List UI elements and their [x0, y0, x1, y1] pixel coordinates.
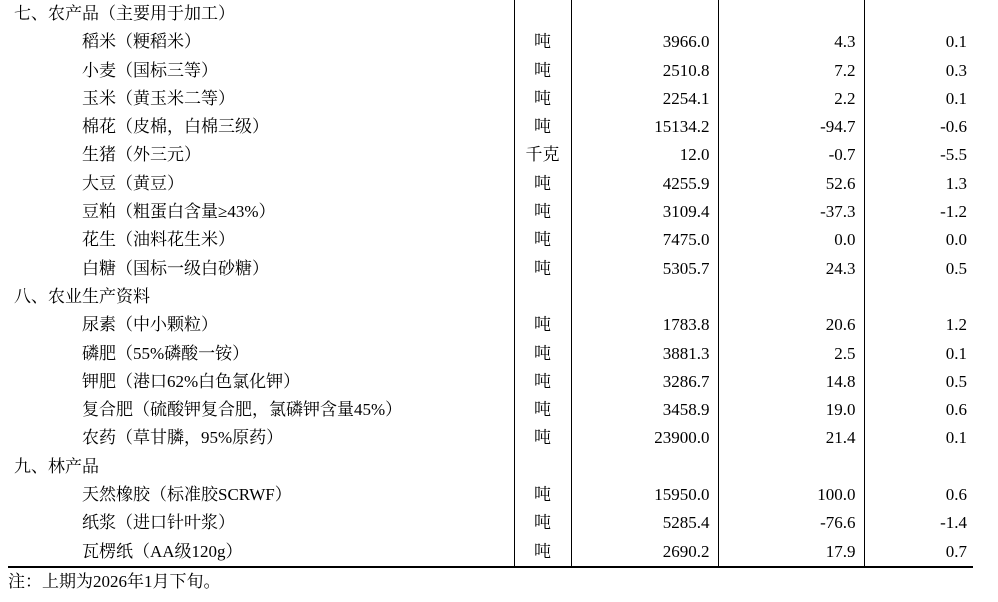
change-cell: 7.2 [718, 57, 864, 85]
change-cell [718, 283, 864, 311]
table-row [8, 198, 973, 226]
product-name: 大豆（黄豆） [82, 173, 184, 193]
table-row [8, 311, 973, 339]
section-header-row [8, 453, 973, 481]
pct-cell: 0.3 [864, 57, 973, 85]
price-cell: 5305.7 [571, 255, 718, 283]
product-name: 尿素（中小颗粒） [82, 315, 218, 335]
change-cell: 21.4 [718, 424, 864, 452]
product-name: 花生（油料花生米） [82, 230, 235, 250]
product-name: 天然橡胶（标准胶SCRWF） [82, 485, 292, 505]
table-row [8, 424, 973, 452]
pct-cell: 0.5 [864, 368, 973, 396]
pct-cell: 0.0 [864, 226, 973, 254]
unit-cell: 吨 [514, 311, 571, 339]
pct-cell: -1.4 [864, 509, 973, 537]
product-name: 纸浆（进口针叶浆） [82, 513, 235, 533]
change-cell: 17.9 [718, 538, 864, 567]
change-cell: 2.5 [718, 340, 864, 368]
unit-cell: 吨 [514, 255, 571, 283]
price-table [8, 0, 973, 568]
change-cell: 2.2 [718, 85, 864, 113]
pct-cell: 1.2 [864, 311, 973, 339]
product-name: 钾肥（港口62%白色氯化钾） [82, 371, 301, 391]
section-title: 七、农产品（主要用于加工） [14, 4, 235, 23]
table-row [8, 85, 973, 113]
unit-cell [514, 0, 571, 28]
table-row [8, 255, 973, 283]
unit-cell: 吨 [514, 226, 571, 254]
product-name: 瓦楞纸（AA级120g） [8, 538, 514, 567]
table-row [8, 509, 973, 537]
table-row [8, 57, 973, 85]
pct-cell: 0.1 [864, 424, 973, 452]
price-cell: 7475.0 [571, 226, 718, 254]
price-cell: 1783.8 [571, 311, 718, 339]
unit-cell [514, 283, 571, 311]
table-row [8, 28, 973, 56]
product-name: 棉花（皮棉，白棉三级） [82, 117, 269, 137]
price-cell: 3286.7 [571, 368, 718, 396]
product-name: 小麦（国标三等） [82, 60, 218, 80]
pct-cell [864, 0, 973, 28]
price-cell: 3109.4 [571, 198, 718, 226]
pct-cell: 0.1 [864, 85, 973, 113]
price-cell: 15134.2 [571, 113, 718, 141]
table-row [8, 141, 973, 169]
pct-cell: 0.6 [864, 481, 973, 509]
change-cell: -37.3 [718, 198, 864, 226]
pct-cell: -5.5 [864, 141, 973, 169]
section-header-row [8, 0, 973, 28]
table-row [8, 226, 973, 254]
pct-cell [864, 453, 973, 481]
price-cell [571, 0, 718, 28]
price-cell: 2690.2 [571, 538, 718, 567]
section-header-row [8, 283, 973, 311]
product-name: 生猪（外三元） [82, 145, 201, 165]
unit-cell: 吨 [514, 538, 571, 567]
change-cell: 52.6 [718, 170, 864, 198]
pct-cell: 0.1 [864, 340, 973, 368]
table-row [8, 368, 973, 396]
price-cell: 15950.0 [571, 481, 718, 509]
change-cell: 19.0 [718, 396, 864, 424]
unit-cell: 吨 [514, 368, 571, 396]
unit-cell: 吨 [514, 113, 571, 141]
price-cell: 2254.1 [571, 85, 718, 113]
pct-cell: 0.1 [864, 28, 973, 56]
pct-cell: 0.7 [864, 538, 973, 567]
pct-cell [864, 283, 973, 311]
price-cell: 12.0 [571, 141, 718, 169]
product-name: 玉米（黄玉米二等） [82, 88, 235, 108]
unit-cell: 吨 [514, 198, 571, 226]
price-cell: 23900.0 [571, 424, 718, 452]
table-row [8, 481, 973, 509]
unit-cell: 吨 [514, 481, 571, 509]
product-name: 复合肥（硫酸钾复合肥，氯磷钾含量45%） [82, 400, 403, 420]
price-cell: 3966.0 [571, 28, 718, 56]
change-cell [718, 453, 864, 481]
price-cell: 2510.8 [571, 57, 718, 85]
pct-cell: -1.2 [864, 198, 973, 226]
change-cell [718, 0, 864, 28]
price-cell: 4255.9 [571, 170, 718, 198]
pct-cell: 0.6 [864, 396, 973, 424]
product-name: 农药（草甘膦，95%原药） [82, 428, 284, 448]
change-cell: 24.3 [718, 255, 864, 283]
price-cell: 3881.3 [571, 340, 718, 368]
change-cell: 14.8 [718, 368, 864, 396]
change-cell: -76.6 [718, 509, 864, 537]
unit-cell [514, 453, 571, 481]
unit-cell: 吨 [514, 170, 571, 198]
table-row [8, 113, 973, 141]
change-cell: -94.7 [718, 113, 864, 141]
price-cell [571, 453, 718, 481]
product-name: 豆粕（粗蛋白含量≥43%） [82, 202, 276, 222]
table-row [8, 396, 973, 424]
section-title: 九、林产品 [14, 456, 99, 476]
price-cell: 3458.9 [571, 396, 718, 424]
product-name: 稻米（粳稻米） [82, 32, 201, 52]
pct-cell: 1.3 [864, 170, 973, 198]
table-row [8, 340, 973, 368]
price-cell [571, 283, 718, 311]
change-cell: 20.6 [718, 311, 864, 339]
unit-cell: 吨 [514, 57, 571, 85]
unit-cell: 千克 [514, 141, 571, 169]
change-cell: 0.0 [718, 226, 864, 254]
change-cell: 4.3 [718, 28, 864, 56]
unit-cell: 吨 [514, 396, 571, 424]
unit-cell: 吨 [514, 28, 571, 56]
unit-cell: 吨 [514, 509, 571, 537]
table-row [8, 170, 973, 198]
change-cell: -0.7 [718, 141, 864, 169]
unit-cell: 吨 [514, 85, 571, 113]
table-row [8, 538, 973, 567]
product-name: 白糖（国标一级白砂糖） [82, 258, 269, 278]
section-title: 八、农业生产资料 [14, 286, 150, 306]
unit-cell: 吨 [514, 340, 571, 368]
pct-cell: -0.6 [864, 113, 973, 141]
product-name: 磷肥（55%磷酸一铵） [82, 343, 250, 363]
unit-cell: 吨 [514, 424, 571, 452]
footnote: 注：上期为2026年1月下旬。 [8, 572, 221, 591]
price-cell: 5285.4 [571, 509, 718, 537]
pct-cell: 0.5 [864, 255, 973, 283]
change-cell: 100.0 [718, 481, 864, 509]
